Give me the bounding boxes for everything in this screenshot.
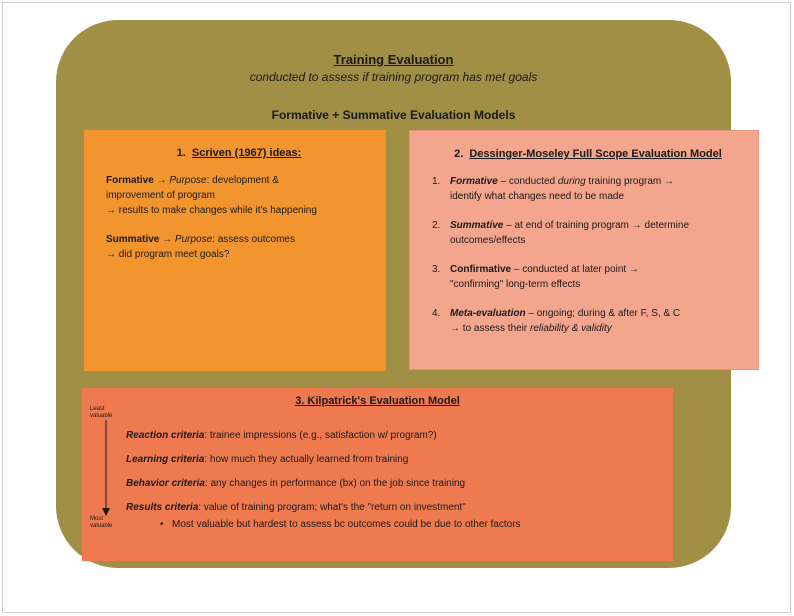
scale-bottom-word2: valuable <box>90 523 113 529</box>
scriven-title-text: Scriven (1967) ideas: <box>191 147 302 159</box>
scale-top-word2: valuable <box>90 413 113 419</box>
list-item <box>432 306 744 336</box>
dessinger-title <box>432 147 744 162</box>
step-number: 1. <box>432 176 441 187</box>
criteria-term: Learning criteria <box>126 454 205 465</box>
step-line2: "confirming" long-term effects <box>450 279 581 290</box>
step-line2: → to assess their <box>450 323 531 334</box>
dessinger-steps <box>432 174 744 336</box>
step-number: 3. <box>432 264 441 275</box>
step-number: 4. <box>432 308 441 319</box>
criteria-term: Reaction criteria <box>126 430 205 441</box>
criteria-text: : how much they actually learned from training <box>204 454 409 465</box>
page-title: Training Evaluation <box>333 52 454 67</box>
list-item <box>432 174 744 204</box>
list-item <box>126 452 663 467</box>
scale-top-word1: Least <box>90 406 105 412</box>
step-term: Formative <box>450 176 498 187</box>
summative-term: Summative <box>106 234 160 245</box>
criteria-text: : trainee impressions (e.g., satisfaction w/ program?) <box>204 430 437 441</box>
step-line2: outcomes/effects <box>450 235 526 246</box>
scriven-summative <box>106 232 372 262</box>
step-emphasis: during <box>557 176 586 187</box>
criteria-term: Behavior criteria <box>126 478 205 489</box>
arrow-icon: → <box>159 234 175 245</box>
purpose-text: : assess outcomes <box>212 234 295 245</box>
criteria-text: : any changes in performance (bx) on the job since training <box>204 478 466 489</box>
step-text: – conducted <box>497 176 558 187</box>
step-number: 2. <box>432 220 441 231</box>
list-item <box>432 218 744 248</box>
summative-line2: → did program meet goals? <box>106 249 230 260</box>
header <box>56 52 731 84</box>
step-text: – conducted at later point → <box>511 264 639 275</box>
page-subtitle: conducted to assess if training program has met goals <box>249 70 538 84</box>
bullet-icon: • <box>160 519 164 530</box>
step-term: Summative <box>450 220 504 231</box>
dessinger-title-text: Dessinger-Moseley Full Scope Evaluation Model <box>469 148 722 160</box>
list-item <box>432 262 744 292</box>
purpose-label: Purpose <box>169 175 207 186</box>
kirkpatrick-title: 3. Kilpatrick's Evaluation Model <box>295 395 460 407</box>
criteria-text: : value of training program; what's the "return on investment" <box>198 502 466 513</box>
models-heading: Formative + Summative Evaluation Models <box>271 108 516 122</box>
step-emphasis: reliability & validity <box>530 323 612 334</box>
down-arrow-icon <box>86 418 126 518</box>
step-text-rest: training program → <box>585 176 675 187</box>
scriven-box <box>84 130 386 371</box>
formative-term: Formative <box>106 175 154 186</box>
step-text: – at end of training program → determine <box>503 220 690 231</box>
step-line2: identify what changes need to be made <box>450 191 625 202</box>
criteria-list <box>126 428 663 532</box>
formative-line3: → results to make changes while it's happening <box>106 205 317 216</box>
formative-line2: improvement of program <box>106 190 215 201</box>
step-text: – ongoing; during & after F, S, & C <box>525 308 681 319</box>
criteria-term: Results criteria <box>126 502 199 513</box>
scriven-formative <box>106 173 372 218</box>
scriven-number: 1. <box>176 147 186 159</box>
arrow-icon: → <box>153 175 170 186</box>
purpose-label: Purpose <box>174 234 213 245</box>
bullet-text: Most valuable but hardest to assess bc outcomes could be due to other factors <box>172 519 521 530</box>
list-item <box>126 428 663 443</box>
scriven-title <box>106 146 372 161</box>
step-term: Meta-evaluation <box>450 308 526 319</box>
purpose-text: : development & <box>206 175 279 186</box>
scale-bottom-label <box>90 516 112 530</box>
list-item <box>126 476 663 491</box>
step-term: Confirmative <box>450 264 512 275</box>
kirkpatrick-box <box>82 388 673 561</box>
dessinger-box <box>409 130 759 370</box>
list-item <box>126 500 663 515</box>
dessinger-number: 2. <box>454 148 464 160</box>
scale-bottom-word1: Most <box>90 516 104 522</box>
criteria-bullet <box>126 517 663 532</box>
